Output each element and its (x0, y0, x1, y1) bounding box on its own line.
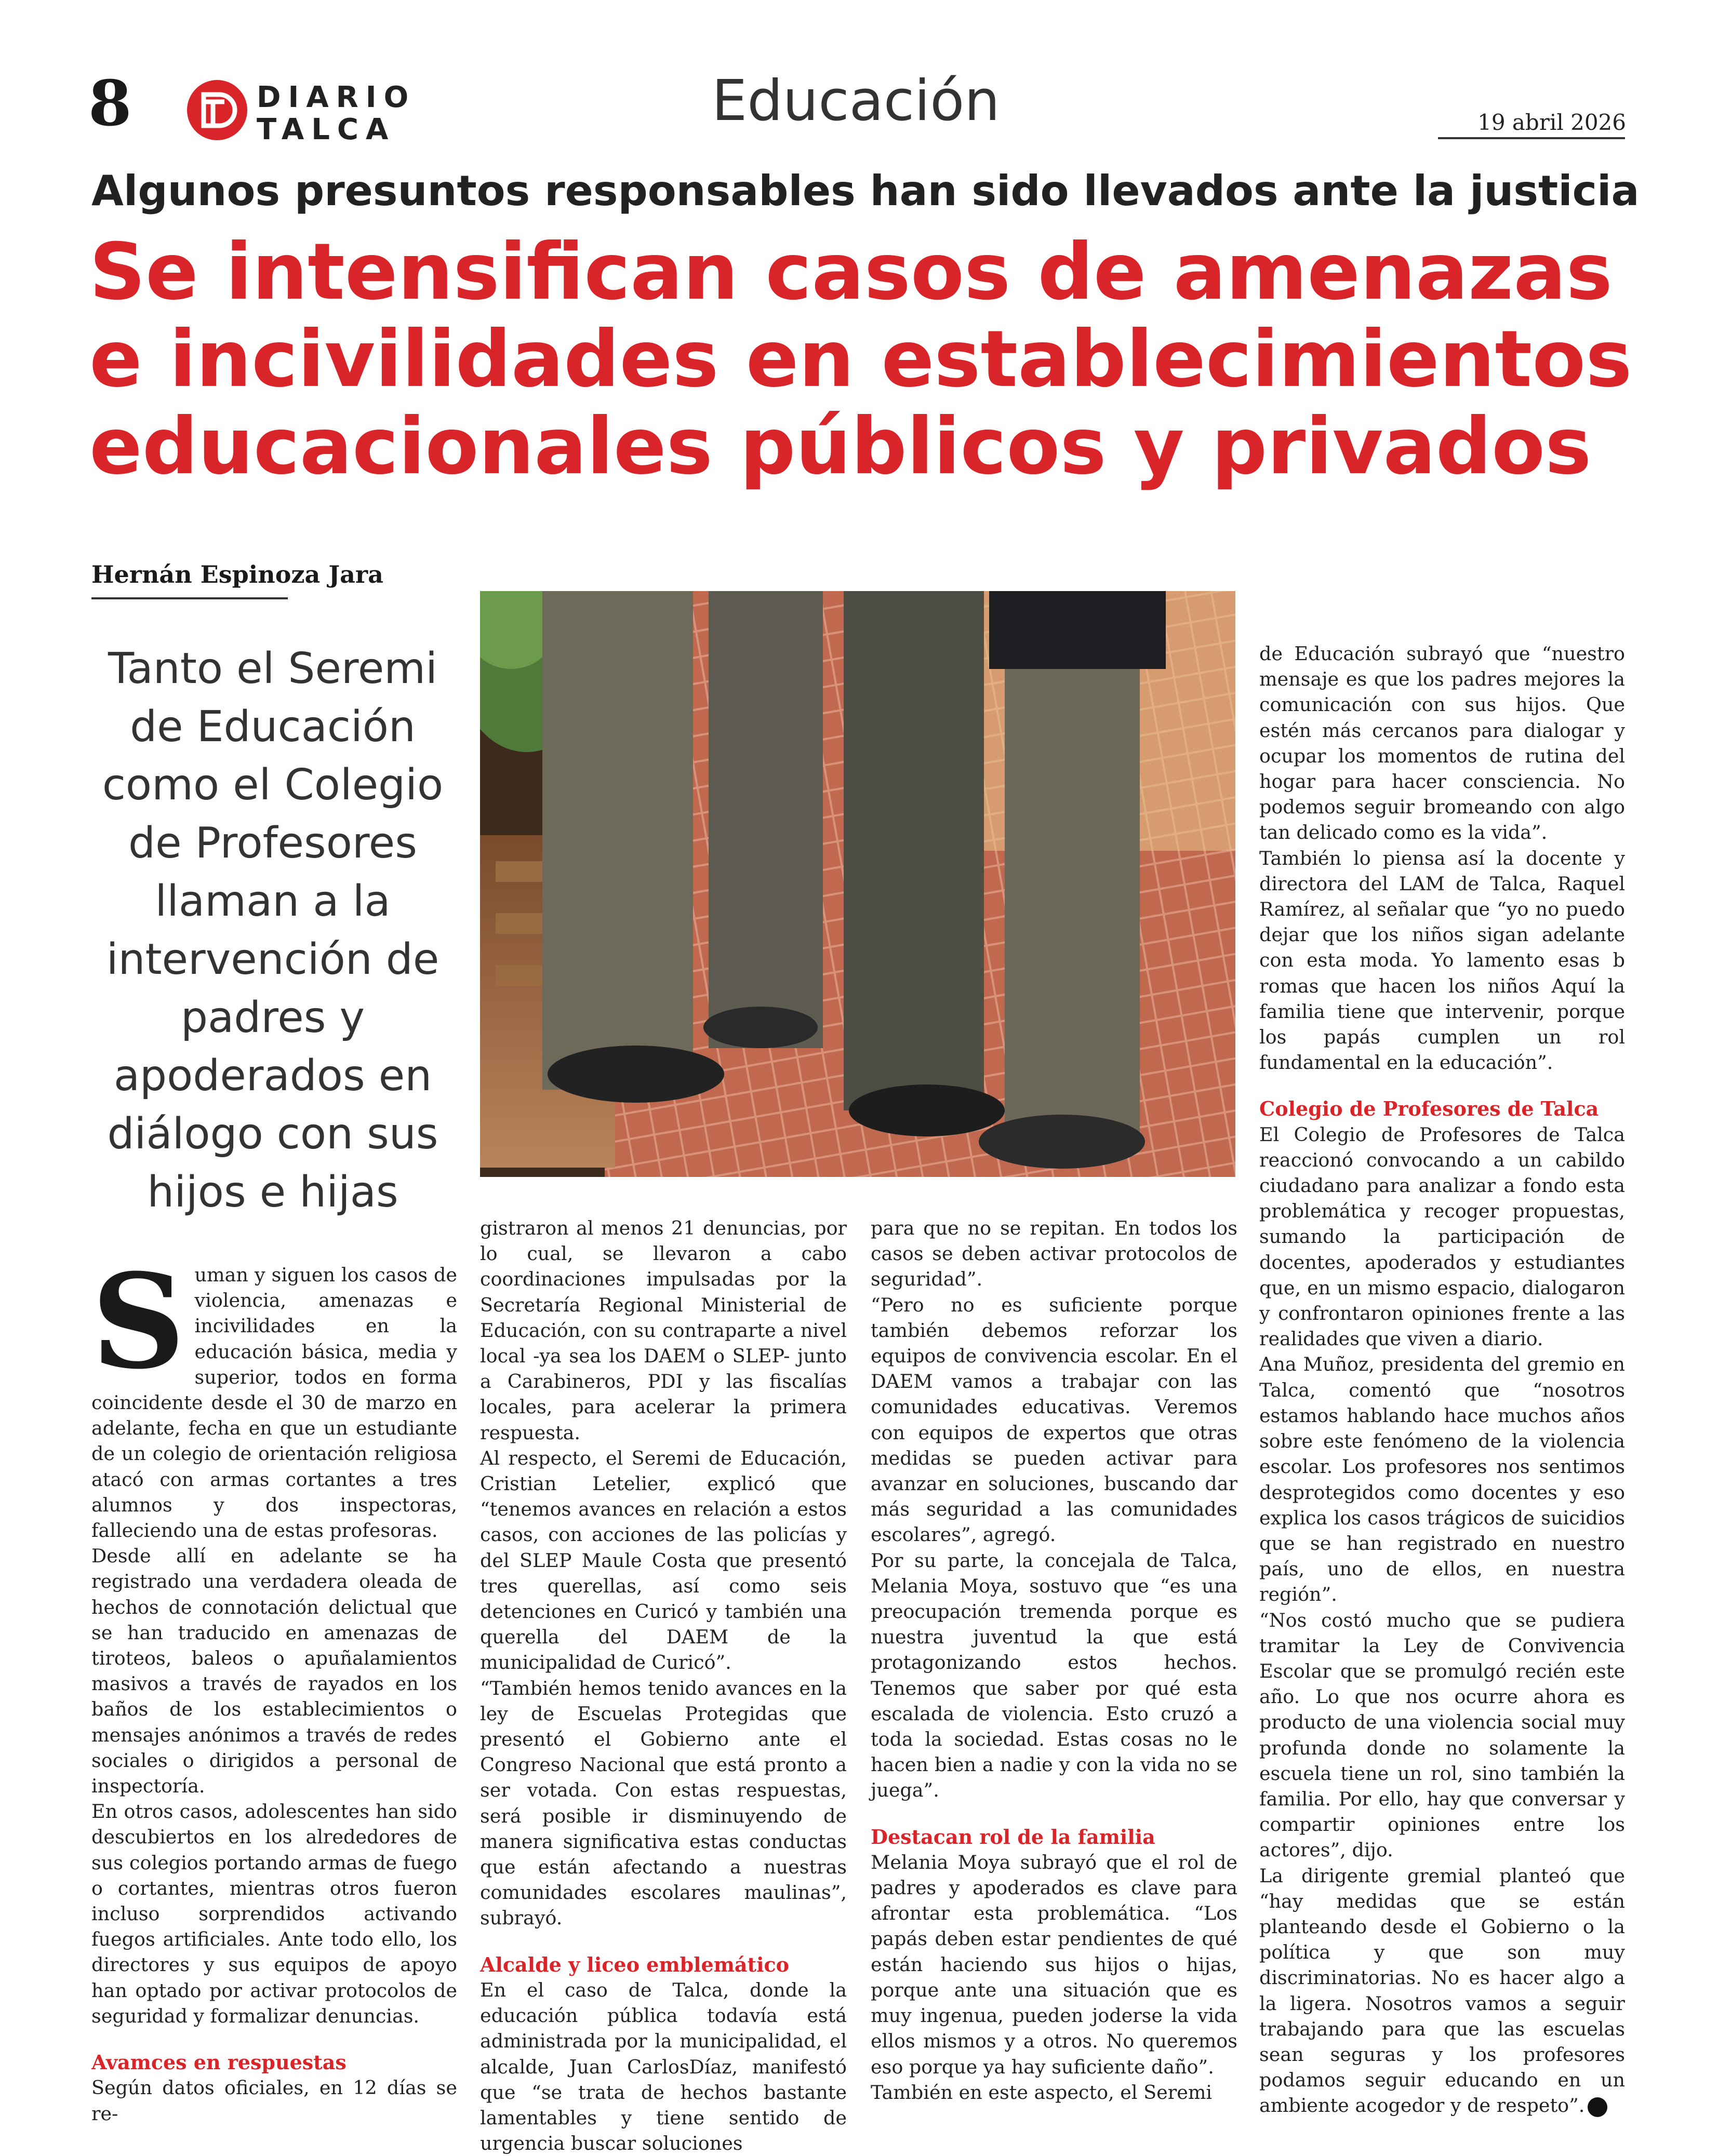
subhead-alcalde: Alcalde y liceo emblemático (480, 1952, 790, 1976)
end-mark-icon (1588, 2097, 1607, 2117)
logo-wordmark (257, 83, 416, 144)
paragraph: El Colegio de Profesores de Talca reaccionó convocando a un cabildo ciudadano para analizar a fondo esta problemática y recoger propuestas, sumando la participación de docentes, apoderados y estudiantes que, en un mismo espacio, dialogaron y confrontaron opiniones frente a las realidades que viven a diario. (1259, 1123, 1625, 1350)
paragraph: “Nos costó mucho que se pudiera tramitar la Ley de Convivencia Escolar que se promulgó recién este año. Lo que nos ocurre ahora es producto de una violencia social muy profunda donde no solamente la escuela tiene un rol, sino también la familia. Por ello, hay que conversar y compartir opiniones entre los actores”, dijo. (1259, 1609, 1625, 1862)
headline (89, 229, 1648, 490)
column-4 (1259, 641, 1625, 2119)
pull-quote: Tanto el Seremi de Educación como el Colegio de Profesores llaman a la intervención de padres y apoderados en diálogo con sus hijos e hijas (102, 644, 444, 1217)
paragraph (1259, 1863, 1625, 2119)
byline-rule (91, 597, 288, 599)
column-1 (91, 1245, 457, 2126)
paragraph: “También hemos tenido avances en la ley de Escuelas Protegidas que presentó el Gobierno ante el Congreso Nacional que está pronto a ser votada. Con estas respuestas, será posible ir disminuyendo de manera significativa estas conductas que están afectando a nuestras comunidades escolares maulinas”, subrayó. (480, 1677, 847, 1930)
paragraph (91, 1245, 457, 1543)
page-number: 8 (88, 67, 132, 140)
subhead-colegio-profesores: Colegio de Profesores de Talca (1259, 1097, 1599, 1121)
kicker: Algunos presuntos responsables han sido llevados ante la justicia (91, 167, 1640, 215)
paragraph: Desde allí en adelante se ha registrado una verdadera oleada de hechos de connotación delictual que se han traducido en amenazas de tiroteos, baleos o apuñalamientos masivos a través de rayados en los baños de los establecimientos o mensajes anónimos a través de redes sociales o dirigidos a personal de inspectoría. (91, 1545, 457, 1798)
paragraph: En otros casos, adolescentes han sido descubiertos en los alrededores de sus colegios portando armas de fuego o cortantes, mientras otros fueron incluso sorprendidos activando fuegos artificiales. Ante todo ello, los directores y sus equipos de apoyo han optado por activar protocolos de seguridad y formalizar denuncias. (91, 1800, 457, 2027)
diario-talca-logo-icon (186, 79, 248, 141)
paragraph: para que no se repitan. En todos los casos se deben activar protocolos de seguridad”. (871, 1217, 1237, 1291)
paragraph: de Educación subrayó que “nuestro mensaje es que los padres mejores la comunicación con sus hijos. Que estén más cercanos para dialogar y ocupar los momentos de rutina del hogar para hacer consciencia. No podemos seguir bromeando con algo tan delicado como es la vida”. (1259, 642, 1625, 844)
paragraph: Por su parte, la concejala de Talca, Melania Moya, sostuvo que “es una preocupación tremenda porque es nuestra juventud la que está protagonizando estos hechos. Tenemos que saber por qué esta escalada de violencia. Esto cruzó a toda la sociedad. Estas cosas no le hacen bien a nadie y con la vida no se juega”. (871, 1549, 1237, 1802)
final-text: La dirigente gremial planteó que “hay medidas que se están planteando desde el Gobierno o la política y que son muy discriminatorias. No es hacer algo a la ligera. Nosotros vamos a seguir trabajando para que las escuelas sean seguras y los profesores podamos seguir educando en un ambiente acogedor y de respeto”. (1259, 1864, 1625, 2117)
column-2 (480, 1215, 847, 2156)
students-legs-photo-icon (480, 591, 1235, 1177)
paragraph: Melania Moya subrayó que el rol de padres y apoderados es clave para afrontar esta problemática. “Los papás deben estar pendientes de qué están haciendo sus hijos o hijas, porque ante una situación que es muy ingenua, pueden joderse la vida ellos mismos y a otros. No queremos eso porque ya hay suficiente daño”. (871, 1851, 1237, 2078)
column-3 (871, 1215, 1237, 2105)
paragraph: Al respecto, el Seremi de Educación, Cristian Letelier, explicó que “tenemos avances en relación a estos casos, con acciones de las policías y del SLEP Maule Costa que presentó tres querellas, así como seis detenciones en Curicó y también una querella del DAEM de la municipalidad de Curicó”. (480, 1447, 847, 1674)
logo-line-diario: DIARIO (257, 81, 416, 114)
paragraph: Ana Muñoz, presidenta del gremio en Talca, comentó que “nosotros estamos hablando hace muchos años sobre este fenómeno de la violencia escolar. Los profesores nos sentimos desprotegidos como docentes y eso explica los casos trágicos de suicidios que se han registrado en nuestro país, uno de ellos, en nuestra región”. (1259, 1353, 1625, 1606)
date-rule (1438, 137, 1625, 139)
paragraph: En el caso de Talca, donde la educación pública todavía está administrada por la municipalidad, el alcalde, Juan CarlosDíaz, manifestó que “se trata de hechos bastante lamentables y tiene sentido de urgencia buscar soluciones (480, 1978, 847, 2155)
subhead-avances: Avamces en respuestas (91, 2051, 347, 2074)
article-photo (480, 591, 1235, 1177)
paragraph: gistraron al menos 21 denuncias, por lo cual, se llevaron a cabo coordinaciones impulsadas por la Secretaría Regional Ministerial de Educación, con su contraparte a nivel local -ya sea los DAEM o SLEP- junto a Carabineros, PDI y las fiscalías locales, para acelerar la primera respuesta. (480, 1217, 847, 1444)
paragraph: También en este aspecto, el Seremi (871, 2081, 1213, 2104)
paragraph: También lo piensa así la docente y directora del LAM de Talca, Raquel Ramírez, al señalar que “yo no puedo dejar que los niños sigan adelante con esta moda. Yo lamento esas b romas que hacen los niños Aquí la familia tiene que intervenir, porque los papás cumplen un rol fundamental en la educación”. (1259, 847, 1625, 1074)
paragraph: “Pero no es suficiente porque también debemos reforzar los equipos de convivencia escolar. En el DAEM vamos a trabajar con las comunidades educativas. Veremos con equipos de expertos que otras medidas se pueden activar para avanzar en soluciones, buscando dar más seguridad a las comunidades escolares”, agregó. (871, 1293, 1237, 1546)
paragraph: Según datos oficiales, en 12 días se re- (91, 2077, 457, 2125)
byline: Hernán Espinoza Jara (91, 560, 383, 588)
issue-date: 19 abril 2026 (1477, 110, 1626, 135)
lead-text: uman y siguen los casos de violencia, amenazas e incivilidades en la educación básica, media y superior, todos en forma coincidente desde el 30 de marzo en adelante, fecha en que un estudiante de un colegio de orientación religiosa atacó con armas cortantes a tres alumnos y dos inspectoras, falleciendo una de estas profesoras. (91, 1264, 457, 1542)
subhead-familia: Destacan rol de la familia (871, 1825, 1155, 1849)
headline-line-1: Se intensifican casos de amenazas (89, 227, 1613, 317)
headline-line-2: e incivilidades en establecimientos (89, 314, 1632, 405)
drop-cap: S (91, 1245, 185, 1398)
headline-line-3: educacionales públicos y privados (89, 401, 1592, 492)
logo-line-talca: TALCA (257, 113, 396, 146)
section-title: Educación (712, 69, 1000, 133)
